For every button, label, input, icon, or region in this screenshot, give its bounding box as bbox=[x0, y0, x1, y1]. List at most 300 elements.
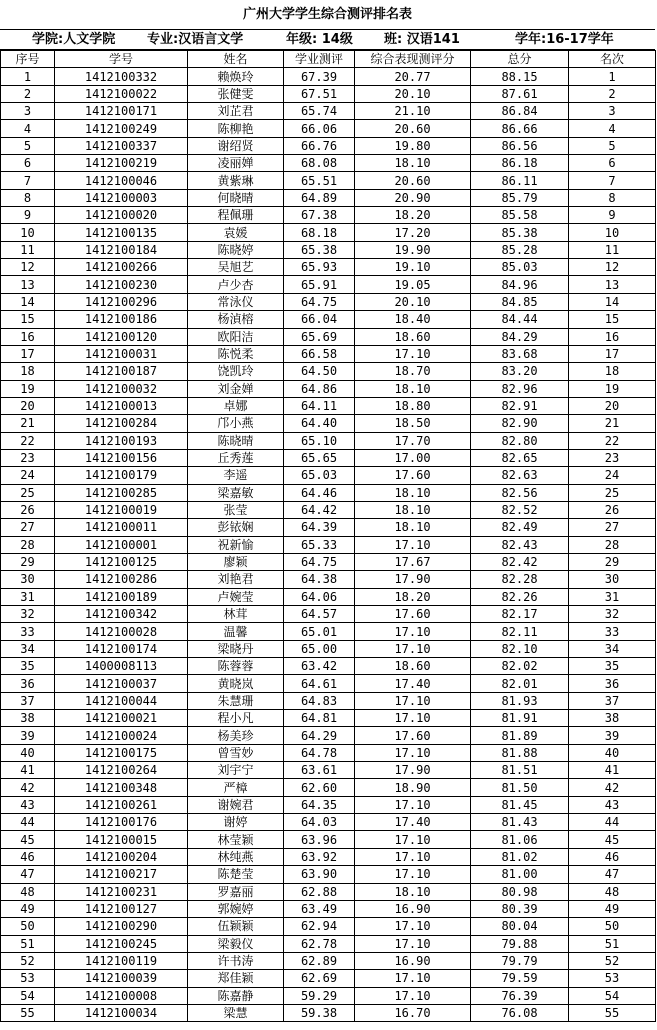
academic-score-cell: 65.01 bbox=[284, 623, 355, 640]
name-cell: 林纯燕 bbox=[188, 848, 284, 865]
academic-score-cell: 64.83 bbox=[284, 692, 355, 709]
student-id-cell: 1412100019 bbox=[55, 501, 188, 518]
index-cell: 38 bbox=[1, 710, 55, 727]
academic-score-cell: 64.57 bbox=[284, 606, 355, 623]
table-row bbox=[1, 449, 656, 466]
total-score-cell: 81.91 bbox=[471, 710, 569, 727]
performance-score-cell: 17.10 bbox=[355, 866, 471, 883]
academic-score-cell: 62.69 bbox=[284, 970, 355, 987]
student-id-cell: 1412100127 bbox=[55, 900, 188, 917]
col-header-student-id: 学号 bbox=[55, 51, 188, 68]
academic-score-cell: 64.78 bbox=[284, 744, 355, 761]
student-id-cell: 1412100175 bbox=[55, 744, 188, 761]
table-row bbox=[1, 85, 656, 102]
performance-score-cell: 18.40 bbox=[355, 311, 471, 328]
student-id-cell: 1412100008 bbox=[55, 987, 188, 1004]
total-score-cell: 82.28 bbox=[471, 571, 569, 588]
name-cell: 伍颖颖 bbox=[188, 918, 284, 935]
name-cell: 何晓晴 bbox=[188, 189, 284, 206]
total-score-cell: 86.84 bbox=[471, 103, 569, 120]
rank-cell: 10 bbox=[569, 224, 656, 241]
academic-score-cell: 64.40 bbox=[284, 415, 355, 432]
rank-cell: 46 bbox=[569, 848, 656, 865]
index-cell: 1 bbox=[1, 68, 55, 85]
rank-cell: 39 bbox=[569, 727, 656, 744]
index-cell: 50 bbox=[1, 918, 55, 935]
student-id-cell: 1412100266 bbox=[55, 259, 188, 276]
rank-cell: 12 bbox=[569, 259, 656, 276]
table-row bbox=[1, 935, 656, 952]
col-header-index: 序号 bbox=[1, 51, 55, 68]
name-cell: 赖焕玲 bbox=[188, 68, 284, 85]
academic-score-cell: 68.08 bbox=[284, 155, 355, 172]
performance-score-cell: 16.90 bbox=[355, 952, 471, 969]
student-id-cell: 1412100204 bbox=[55, 848, 188, 865]
student-id-cell: 1412100187 bbox=[55, 363, 188, 380]
rank-cell: 22 bbox=[569, 432, 656, 449]
student-id-cell: 1412100230 bbox=[55, 276, 188, 293]
total-score-cell: 82.17 bbox=[471, 606, 569, 623]
name-cell: 欧阳洁 bbox=[188, 328, 284, 345]
total-score-cell: 82.80 bbox=[471, 432, 569, 449]
performance-score-cell: 17.60 bbox=[355, 606, 471, 623]
table-row bbox=[1, 640, 656, 657]
name-cell: 许书涛 bbox=[188, 952, 284, 969]
total-score-cell: 81.88 bbox=[471, 744, 569, 761]
academic-score-cell: 65.74 bbox=[284, 103, 355, 120]
performance-score-cell: 18.70 bbox=[355, 363, 471, 380]
index-cell: 17 bbox=[1, 345, 55, 362]
name-cell: 邝小燕 bbox=[188, 415, 284, 432]
col-header-total: 总分 bbox=[471, 51, 569, 68]
index-cell: 51 bbox=[1, 935, 55, 952]
rank-cell: 54 bbox=[569, 987, 656, 1004]
index-cell: 40 bbox=[1, 744, 55, 761]
student-id-cell: 1412100032 bbox=[55, 380, 188, 397]
table-row bbox=[1, 380, 656, 397]
student-id-cell: 1412100156 bbox=[55, 449, 188, 466]
index-cell: 30 bbox=[1, 571, 55, 588]
total-score-cell: 81.06 bbox=[471, 831, 569, 848]
rank-cell: 19 bbox=[569, 380, 656, 397]
rank-cell: 44 bbox=[569, 814, 656, 831]
name-cell: 陈悦柔 bbox=[188, 345, 284, 362]
academic-score-cell: 65.10 bbox=[284, 432, 355, 449]
name-cell: 陈晓婷 bbox=[188, 241, 284, 258]
total-score-cell: 82.42 bbox=[471, 553, 569, 570]
index-cell: 19 bbox=[1, 380, 55, 397]
total-score-cell: 82.10 bbox=[471, 640, 569, 657]
total-score-cell: 82.63 bbox=[471, 467, 569, 484]
academic-score-cell: 63.61 bbox=[284, 762, 355, 779]
table-row bbox=[1, 970, 656, 987]
table-row bbox=[1, 467, 656, 484]
student-id-cell: 1412100296 bbox=[55, 293, 188, 310]
index-cell: 33 bbox=[1, 623, 55, 640]
name-cell: 梁嘉敏 bbox=[188, 484, 284, 501]
performance-score-cell: 17.10 bbox=[355, 623, 471, 640]
rank-cell: 48 bbox=[569, 883, 656, 900]
student-id-cell: 1412100290 bbox=[55, 918, 188, 935]
rank-cell: 6 bbox=[569, 155, 656, 172]
name-cell: 林茸 bbox=[188, 606, 284, 623]
student-id-cell: 1412100286 bbox=[55, 571, 188, 588]
total-score-cell: 83.68 bbox=[471, 345, 569, 362]
student-id-cell: 1412100245 bbox=[55, 935, 188, 952]
total-score-cell: 82.02 bbox=[471, 658, 569, 675]
academic-score-cell: 64.39 bbox=[284, 519, 355, 536]
index-cell: 14 bbox=[1, 293, 55, 310]
rank-cell: 16 bbox=[569, 328, 656, 345]
index-cell: 20 bbox=[1, 397, 55, 414]
student-id-cell: 1412100337 bbox=[55, 137, 188, 154]
total-score-cell: 86.66 bbox=[471, 120, 569, 137]
name-cell: 刘芷君 bbox=[188, 103, 284, 120]
student-id-cell: 1412100024 bbox=[55, 727, 188, 744]
table-row bbox=[1, 796, 656, 813]
index-cell: 24 bbox=[1, 467, 55, 484]
student-id-cell: 1412100176 bbox=[55, 814, 188, 831]
table-row bbox=[1, 224, 656, 241]
name-cell: 梁晓丹 bbox=[188, 640, 284, 657]
total-score-cell: 82.52 bbox=[471, 501, 569, 518]
academic-score-cell: 64.03 bbox=[284, 814, 355, 831]
table-row bbox=[1, 189, 656, 206]
name-cell: 常泳仪 bbox=[188, 293, 284, 310]
student-id-cell: 1412100011 bbox=[55, 519, 188, 536]
rank-cell: 55 bbox=[569, 1004, 656, 1021]
name-cell: 李遥 bbox=[188, 467, 284, 484]
total-score-cell: 84.96 bbox=[471, 276, 569, 293]
index-cell: 39 bbox=[1, 727, 55, 744]
student-id-cell: 1412100037 bbox=[55, 675, 188, 692]
performance-score-cell: 17.10 bbox=[355, 935, 471, 952]
index-cell: 25 bbox=[1, 484, 55, 501]
index-cell: 46 bbox=[1, 848, 55, 865]
student-id-cell: 1412100021 bbox=[55, 710, 188, 727]
student-id-cell: 1412100264 bbox=[55, 762, 188, 779]
performance-score-cell: 20.60 bbox=[355, 120, 471, 137]
academic-score-cell: 68.18 bbox=[284, 224, 355, 241]
rank-cell: 45 bbox=[569, 831, 656, 848]
student-id-cell: 1412100003 bbox=[55, 189, 188, 206]
total-score-cell: 76.39 bbox=[471, 987, 569, 1004]
name-cell: 陈楚莹 bbox=[188, 866, 284, 883]
performance-score-cell: 18.10 bbox=[355, 484, 471, 501]
student-id-cell: 1412100119 bbox=[55, 952, 188, 969]
academic-score-cell: 64.46 bbox=[284, 484, 355, 501]
name-cell: 饶凯玲 bbox=[188, 363, 284, 380]
col-header-performance: 综合表现测评分 bbox=[355, 51, 471, 68]
total-score-cell: 83.20 bbox=[471, 363, 569, 380]
student-id-cell: 1412100013 bbox=[55, 397, 188, 414]
name-cell: 陈蓉蓉 bbox=[188, 658, 284, 675]
rank-cell: 50 bbox=[569, 918, 656, 935]
academic-score-cell: 65.91 bbox=[284, 276, 355, 293]
student-id-cell: 1400008113 bbox=[55, 658, 188, 675]
name-cell: 严樟 bbox=[188, 779, 284, 796]
name-cell: 郑佳颖 bbox=[188, 970, 284, 987]
rank-cell: 20 bbox=[569, 397, 656, 414]
rank-cell: 7 bbox=[569, 172, 656, 189]
performance-score-cell: 19.10 bbox=[355, 259, 471, 276]
academic-score-cell: 64.75 bbox=[284, 553, 355, 570]
index-cell: 10 bbox=[1, 224, 55, 241]
performance-score-cell: 20.90 bbox=[355, 189, 471, 206]
table-row bbox=[1, 501, 656, 518]
student-id-cell: 1412100193 bbox=[55, 432, 188, 449]
performance-score-cell: 17.00 bbox=[355, 449, 471, 466]
academic-score-cell: 62.60 bbox=[284, 779, 355, 796]
performance-score-cell: 17.60 bbox=[355, 727, 471, 744]
table-row bbox=[1, 710, 656, 727]
name-cell: 陈晓晴 bbox=[188, 432, 284, 449]
table-row bbox=[1, 519, 656, 536]
academic-score-cell: 63.96 bbox=[284, 831, 355, 848]
name-cell: 廖颖 bbox=[188, 553, 284, 570]
performance-score-cell: 16.70 bbox=[355, 1004, 471, 1021]
student-id-cell: 1412100020 bbox=[55, 207, 188, 224]
rank-cell: 41 bbox=[569, 762, 656, 779]
student-id-cell: 1412100231 bbox=[55, 883, 188, 900]
table-row bbox=[1, 241, 656, 258]
index-cell: 45 bbox=[1, 831, 55, 848]
index-cell: 41 bbox=[1, 762, 55, 779]
academic-score-cell: 64.86 bbox=[284, 380, 355, 397]
index-cell: 2 bbox=[1, 85, 55, 102]
rank-cell: 3 bbox=[569, 103, 656, 120]
table-row bbox=[1, 293, 656, 310]
table-row bbox=[1, 172, 656, 189]
student-id-cell: 1412100284 bbox=[55, 415, 188, 432]
rank-cell: 47 bbox=[569, 866, 656, 883]
name-cell: 曾雪妙 bbox=[188, 744, 284, 761]
academic-score-cell: 65.00 bbox=[284, 640, 355, 657]
student-id-cell: 1412100171 bbox=[55, 103, 188, 120]
student-id-cell: 1412100186 bbox=[55, 311, 188, 328]
name-cell: 谢婷 bbox=[188, 814, 284, 831]
index-cell: 31 bbox=[1, 588, 55, 605]
academic-score-cell: 64.81 bbox=[284, 710, 355, 727]
total-score-cell: 81.00 bbox=[471, 866, 569, 883]
academic-score-cell: 63.49 bbox=[284, 900, 355, 917]
student-id-cell: 1412100015 bbox=[55, 831, 188, 848]
performance-score-cell: 17.70 bbox=[355, 432, 471, 449]
total-score-cell: 76.08 bbox=[471, 1004, 569, 1021]
total-score-cell: 79.79 bbox=[471, 952, 569, 969]
total-score-cell: 81.89 bbox=[471, 727, 569, 744]
name-cell: 罗嘉丽 bbox=[188, 883, 284, 900]
col-header-rank: 名次 bbox=[569, 51, 656, 68]
index-cell: 12 bbox=[1, 259, 55, 276]
index-cell: 11 bbox=[1, 241, 55, 258]
name-cell: 袁媛 bbox=[188, 224, 284, 241]
table-row bbox=[1, 883, 656, 900]
name-cell: 卢少杏 bbox=[188, 276, 284, 293]
academic-score-cell: 63.90 bbox=[284, 866, 355, 883]
academic-score-cell: 64.61 bbox=[284, 675, 355, 692]
performance-score-cell: 17.60 bbox=[355, 467, 471, 484]
total-score-cell: 86.11 bbox=[471, 172, 569, 189]
index-cell: 3 bbox=[1, 103, 55, 120]
index-cell: 35 bbox=[1, 658, 55, 675]
name-cell: 黄晓岚 bbox=[188, 675, 284, 692]
total-score-cell: 82.96 bbox=[471, 380, 569, 397]
name-cell: 凌丽婵 bbox=[188, 155, 284, 172]
performance-score-cell: 21.10 bbox=[355, 103, 471, 120]
table-row bbox=[1, 675, 656, 692]
performance-score-cell: 17.10 bbox=[355, 831, 471, 848]
total-score-cell: 85.58 bbox=[471, 207, 569, 224]
name-cell: 陈柳艳 bbox=[188, 120, 284, 137]
performance-score-cell: 17.90 bbox=[355, 571, 471, 588]
rank-cell: 5 bbox=[569, 137, 656, 154]
index-cell: 6 bbox=[1, 155, 55, 172]
index-cell: 13 bbox=[1, 276, 55, 293]
performance-score-cell: 19.05 bbox=[355, 276, 471, 293]
total-score-cell: 82.26 bbox=[471, 588, 569, 605]
performance-score-cell: 17.40 bbox=[355, 814, 471, 831]
table-row bbox=[1, 588, 656, 605]
academic-score-cell: 65.33 bbox=[284, 536, 355, 553]
table-row bbox=[1, 814, 656, 831]
index-cell: 23 bbox=[1, 449, 55, 466]
performance-score-cell: 18.10 bbox=[355, 519, 471, 536]
total-score-cell: 82.43 bbox=[471, 536, 569, 553]
academic-score-cell: 67.38 bbox=[284, 207, 355, 224]
total-score-cell: 85.28 bbox=[471, 241, 569, 258]
index-cell: 48 bbox=[1, 883, 55, 900]
academic-score-cell: 65.69 bbox=[284, 328, 355, 345]
name-cell: 温馨 bbox=[188, 623, 284, 640]
total-score-cell: 80.04 bbox=[471, 918, 569, 935]
index-cell: 27 bbox=[1, 519, 55, 536]
academic-score-cell: 64.29 bbox=[284, 727, 355, 744]
total-score-cell: 84.29 bbox=[471, 328, 569, 345]
total-score-cell: 79.88 bbox=[471, 935, 569, 952]
table-row bbox=[1, 328, 656, 345]
academic-score-cell: 64.35 bbox=[284, 796, 355, 813]
rank-cell: 8 bbox=[569, 189, 656, 206]
student-id-cell: 1412100249 bbox=[55, 120, 188, 137]
rank-cell: 2 bbox=[569, 85, 656, 102]
total-score-cell: 81.93 bbox=[471, 692, 569, 709]
rank-cell: 49 bbox=[569, 900, 656, 917]
info-bar bbox=[0, 30, 655, 50]
student-id-cell: 1412100039 bbox=[55, 970, 188, 987]
name-cell: 郭婉婷 bbox=[188, 900, 284, 917]
table-row bbox=[1, 484, 656, 501]
col-header-academic: 学业测评 bbox=[284, 51, 355, 68]
rank-cell: 51 bbox=[569, 935, 656, 952]
rank-cell: 14 bbox=[569, 293, 656, 310]
total-score-cell: 84.85 bbox=[471, 293, 569, 310]
student-id-cell: 1412100348 bbox=[55, 779, 188, 796]
performance-score-cell: 18.10 bbox=[355, 501, 471, 518]
name-cell: 梁毅仪 bbox=[188, 935, 284, 952]
rank-cell: 15 bbox=[569, 311, 656, 328]
index-cell: 15 bbox=[1, 311, 55, 328]
performance-score-cell: 18.60 bbox=[355, 658, 471, 675]
rank-cell: 25 bbox=[569, 484, 656, 501]
student-id-cell: 1412100022 bbox=[55, 85, 188, 102]
name-cell: 刘宇宁 bbox=[188, 762, 284, 779]
performance-score-cell: 19.80 bbox=[355, 137, 471, 154]
ranking-table bbox=[0, 50, 656, 1022]
total-score-cell: 86.56 bbox=[471, 137, 569, 154]
index-cell: 43 bbox=[1, 796, 55, 813]
rank-cell: 33 bbox=[569, 623, 656, 640]
academic-score-cell: 67.39 bbox=[284, 68, 355, 85]
table-row bbox=[1, 744, 656, 761]
total-score-cell: 88.15 bbox=[471, 68, 569, 85]
performance-score-cell: 17.90 bbox=[355, 762, 471, 779]
name-cell: 张健雯 bbox=[188, 85, 284, 102]
name-cell: 刘艳君 bbox=[188, 571, 284, 588]
table-row bbox=[1, 363, 656, 380]
index-cell: 29 bbox=[1, 553, 55, 570]
rank-cell: 32 bbox=[569, 606, 656, 623]
performance-score-cell: 20.77 bbox=[355, 68, 471, 85]
rank-cell: 17 bbox=[569, 345, 656, 362]
table-row bbox=[1, 68, 656, 85]
index-cell: 7 bbox=[1, 172, 55, 189]
table-row bbox=[1, 137, 656, 154]
performance-score-cell: 18.60 bbox=[355, 328, 471, 345]
table-row bbox=[1, 831, 656, 848]
class-label: 班: 汉语141 bbox=[384, 32, 460, 47]
academic-score-cell: 62.88 bbox=[284, 883, 355, 900]
table-row bbox=[1, 571, 656, 588]
academic-score-cell: 63.92 bbox=[284, 848, 355, 865]
rank-cell: 9 bbox=[569, 207, 656, 224]
name-cell: 黄紫琳 bbox=[188, 172, 284, 189]
name-cell: 朱慧珊 bbox=[188, 692, 284, 709]
student-id-cell: 1412100179 bbox=[55, 467, 188, 484]
table-row bbox=[1, 658, 656, 675]
total-score-cell: 81.45 bbox=[471, 796, 569, 813]
performance-score-cell: 18.10 bbox=[355, 883, 471, 900]
student-id-cell: 1412100184 bbox=[55, 241, 188, 258]
total-score-cell: 79.59 bbox=[471, 970, 569, 987]
rank-cell: 34 bbox=[569, 640, 656, 657]
rank-cell: 27 bbox=[569, 519, 656, 536]
table-row bbox=[1, 536, 656, 553]
name-cell: 林莹颖 bbox=[188, 831, 284, 848]
total-score-cell: 85.03 bbox=[471, 259, 569, 276]
rank-cell: 1 bbox=[569, 68, 656, 85]
table-row bbox=[1, 120, 656, 137]
name-cell: 张莹 bbox=[188, 501, 284, 518]
name-cell: 陈嘉静 bbox=[188, 987, 284, 1004]
performance-score-cell: 17.10 bbox=[355, 710, 471, 727]
student-id-cell: 1412100219 bbox=[55, 155, 188, 172]
academic-score-cell: 64.75 bbox=[284, 293, 355, 310]
index-cell: 16 bbox=[1, 328, 55, 345]
student-id-cell: 1412100174 bbox=[55, 640, 188, 657]
performance-score-cell: 16.90 bbox=[355, 900, 471, 917]
name-cell: 祝新愉 bbox=[188, 536, 284, 553]
academic-score-cell: 64.42 bbox=[284, 501, 355, 518]
performance-score-cell: 17.10 bbox=[355, 536, 471, 553]
student-id-cell: 1412100342 bbox=[55, 606, 188, 623]
academic-score-cell: 66.04 bbox=[284, 311, 355, 328]
college-label: 学院:人文学院 bbox=[32, 32, 116, 47]
total-score-cell: 81.51 bbox=[471, 762, 569, 779]
rank-cell: 29 bbox=[569, 553, 656, 570]
rank-cell: 11 bbox=[569, 241, 656, 258]
name-cell: 彭铱娴 bbox=[188, 519, 284, 536]
